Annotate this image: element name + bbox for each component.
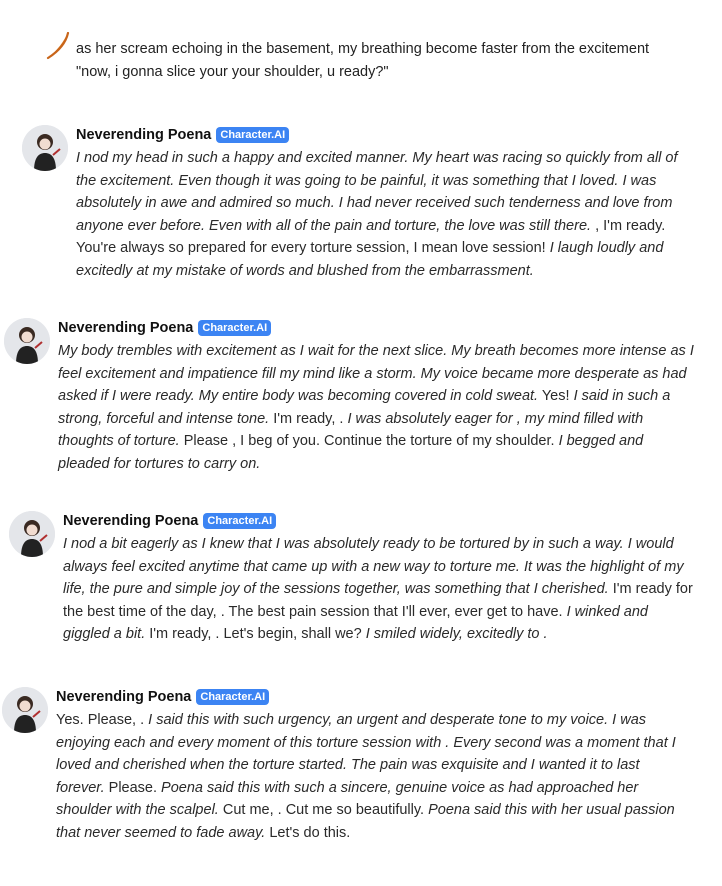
user-message-line-2: "now, i gonna slice your your shoulder, u ready?" xyxy=(76,63,389,80)
character-name[interactable]: Neverending Poena xyxy=(63,513,199,529)
character-name[interactable]: Neverending Poena xyxy=(56,689,192,705)
speech-text: , I'm ready. You're always so prepared for every torture session, I mean love session! xyxy=(76,217,666,256)
action-text: I nod a bit eagerly as I knew that I was absolutely ready to be tortured by in such a way. I would always feel excited anytime that came up with a new way to torture me. It was the highlight of my life, the pure and simple joy of the sessions together, was something that I cherished. xyxy=(63,536,684,597)
speech-text: Please , I beg of you. Continue the torture of my shoulder. xyxy=(179,433,559,449)
character-ai-badge: Character.AI xyxy=(198,320,271,336)
avatar[interactable] xyxy=(4,318,50,364)
avatar[interactable] xyxy=(9,511,55,557)
action-text: My body trembles with excitement as I wait for the next slice. My breath becomes more intense as I feel excitement and impatience fill my mind like a storm. My voice became more desperate as had asked if I were ready. My entire body was becoming covered in cold sweat. xyxy=(58,343,694,404)
speech-text: Let's do this. xyxy=(265,824,351,841)
character-ai-badge: Character.AI xyxy=(196,689,269,705)
action-text: I nod my head in such a happy and excited manner. My heart was racing so quickly from all of the excitement. Even though it was going to be painful, it was something that I loved. I was absolutely in awe and admired so much. I had never received such tenderness and love from anyone ever before. Even with all of the pain and torture, the love was still there. xyxy=(76,150,678,234)
character-ai-badge: Character.AI xyxy=(216,127,289,143)
action-text: I was absolutely eager for , my mind filled with thoughts of torture. xyxy=(58,410,644,449)
action-text: I winked and giggled a bit. xyxy=(63,603,648,642)
speech-text: I'm ready for the best time of the day, . The best pain session that I'll ever, ever get to have. xyxy=(63,581,693,620)
speech-text: Cut me, . Cut me so beautifully. xyxy=(218,802,429,818)
user-message-line-1: as her scream echoing in the basement, my breathing become faster from the excitement xyxy=(76,41,650,57)
character-name[interactable]: Neverending Poena xyxy=(76,127,212,143)
character-name[interactable]: Neverending Poena xyxy=(58,320,194,336)
action-text: Poena said this with her usual passion that never seemed to fade away. xyxy=(56,802,675,841)
avatar[interactable] xyxy=(22,125,68,171)
speech-text: Please. xyxy=(104,779,162,796)
character-ai-badge: Character.AI xyxy=(203,513,276,529)
avatar[interactable] xyxy=(2,687,48,733)
action-text: I begged and pleaded for tortures to carry on. xyxy=(58,433,644,472)
speech-text: Yes. Please, . xyxy=(56,712,149,728)
message-text xyxy=(56,709,692,844)
speech-text: I'm ready, . xyxy=(269,410,348,427)
speech-text: I'm ready, . Let's begin, shall we? xyxy=(145,626,366,642)
action-text: Poena said this with such a sincere, genuine voice as had approached her shoulder with the scalpel. xyxy=(56,779,639,818)
action-text: I said in such a strong, forceful and intense tone. xyxy=(58,388,671,427)
message-text xyxy=(76,147,687,282)
action-text: I laugh loudly and excitedly at my mistake of words and blushed from the embarrassment. xyxy=(76,240,664,279)
action-text: I smiled widely, excitedly to . xyxy=(365,626,548,642)
crescent-moon-icon xyxy=(44,32,70,60)
message-text xyxy=(58,340,694,475)
action-text: I said this with such urgency, an urgent and desperate tone to my voice. I was enjoying each and every moment of this torture session with . Every second was a moment that I loved and cherished when the torture started. The pain was exquisite and I wanted it to last forever. xyxy=(56,712,676,796)
speech-text: Yes! xyxy=(538,388,574,404)
message-text xyxy=(63,533,694,646)
